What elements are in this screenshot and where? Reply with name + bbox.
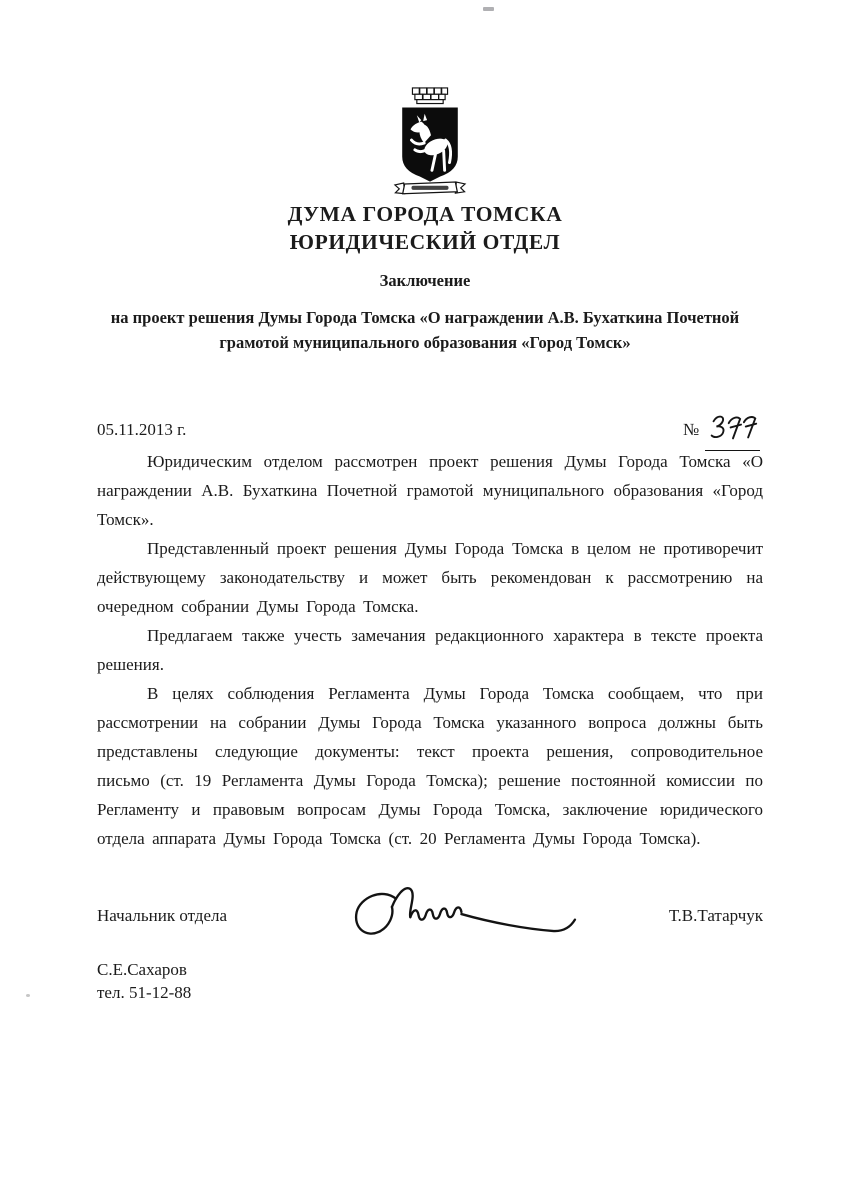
scan-artifact (26, 994, 30, 997)
department-name: ЮРИДИЧЕСКИЙ ОТДЕЛ (289, 230, 561, 254)
scan-artifact (483, 7, 494, 11)
document-title: Заключение (379, 271, 471, 290)
number-underline (705, 412, 760, 451)
executor-phone: тел. 51-12-88 (97, 983, 192, 1002)
tomsk-coat-of-arms-icon (391, 86, 469, 202)
paragraph-2: Представленный проект решения Думы Города Томска в целом не противоречит действующему законодательству и может быть рекомендован к рассмотрению на очередном собрании Думы Города Томска. (97, 539, 763, 616)
paragraph-4: В целях соблюдения Регламента Думы Города Томска сообщаем, что при рассмотрении на собрании Думы Города Томска указанного вопроса должны быть представлены следующие документы: текст проекта решения, сопроводительное письмо (ст. 19 Регламента Думы Города Томска); решение постоянной комиссии по Регламенту и правовым вопросам Думы Города Томска, заключение юридического отдела аппарата Думы Города Томска (ст. 20 Регламента Думы Города Томска). (97, 684, 763, 848)
number-sign: № (683, 420, 700, 439)
paragraph-1: Юридическим отделом рассмотрен проект решения Думы Города Томска «О награждении А.В. Бухаткина Почетной грамотой муниципального образования «Город Томск». (97, 452, 763, 529)
document-subject: на проект решения Думы Города Томска «О награждении А.В. Бухаткина Почетной грамотой муниципального образования «Город Томск» (110, 308, 740, 352)
handwritten-number-icon (705, 410, 760, 444)
handwritten-signature-icon (349, 882, 579, 940)
signature-block (97, 880, 763, 942)
document-body (97, 447, 763, 853)
document-date: 05.11.2013 г. (97, 420, 187, 439)
paragraph-3: Предлагаем также учесть замечания редакционного характера в тексте проекта решения. (97, 626, 763, 674)
executor-block (97, 958, 191, 1004)
executor-name: С.Е.Сахаров (97, 960, 187, 979)
signatory-name: Т.В.Татарчук (668, 906, 763, 925)
signatory-position: Начальник отдела (97, 906, 228, 925)
organization-name: ДУМА ГОРОДА ТОМСКА (287, 202, 563, 226)
